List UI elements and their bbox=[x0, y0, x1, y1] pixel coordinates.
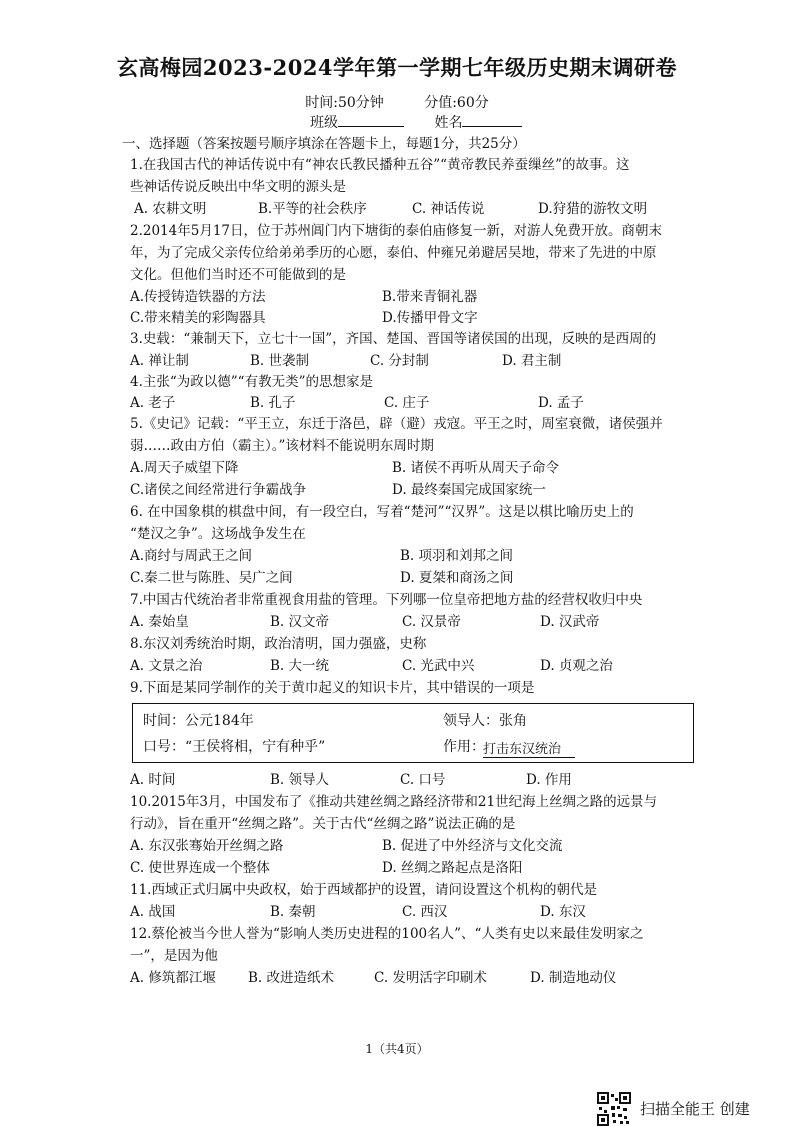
option-a: A. 战国 bbox=[130, 904, 176, 920]
option-c: C. 使世界连成一个整体 bbox=[130, 860, 270, 876]
option-d: D. 丝绸之路起点是洛阳 bbox=[382, 860, 523, 876]
class-label: 班级 bbox=[310, 115, 338, 131]
question-text: 7.中国古代统治者非常重视食用盐的管理。下列哪一位皇帝把地方盐的经营权收归中央 bbox=[130, 592, 643, 608]
option-b: B. 大一统 bbox=[270, 658, 330, 674]
option-a: A.周天子威望下降 bbox=[130, 460, 239, 476]
option-d: D. 东汉 bbox=[540, 904, 586, 920]
question-text: 3.史载：“兼制天下，立七十一国”，齐国、楚国、晋国等诸侯国的出现，反映的是西周的 bbox=[130, 331, 657, 347]
name-blank bbox=[462, 114, 522, 127]
card-slogan: 口号：“王侯将相，宁有种乎” bbox=[143, 739, 326, 755]
option-c: C. 西汉 bbox=[402, 904, 448, 920]
question-text: 一”，是因为他 bbox=[130, 948, 218, 964]
exam-time: 时间:50分钟 bbox=[305, 95, 384, 111]
section-heading: 一、选择题（答案按题号顺序填涂在答题卡上，每题1分，共25分） bbox=[122, 136, 526, 152]
option-d: D. 作用 bbox=[526, 772, 572, 788]
option-c: C. 分封制 bbox=[370, 353, 429, 369]
option-d: D. 最终秦国完成国家统一 bbox=[392, 482, 546, 498]
option-a: A. 东汉张骞始开丝绸之路 bbox=[130, 838, 284, 854]
scanner-brand: 扫描全能王 创建 bbox=[640, 1100, 750, 1118]
question-text: 5.《史记》记载：“平王立，东迁于洛邑，辟（避）戎寇。平王之时，周室衰微，诸侯强并 bbox=[130, 416, 663, 432]
qr-code-icon bbox=[597, 1092, 631, 1126]
option-d: D.传播甲骨文字 bbox=[382, 310, 478, 326]
option-d: D. 制造地动仪 bbox=[530, 970, 617, 986]
question-text: 弱……政由方伯（霸主）。”该材料不能说明东周时期 bbox=[130, 438, 434, 454]
option-a: A. 禅让制 bbox=[130, 353, 189, 369]
class-blank bbox=[338, 114, 404, 127]
option-d: D. 汉武帝 bbox=[540, 614, 600, 630]
option-d: D. 贞观之治 bbox=[540, 658, 613, 674]
option-c: C. 神话传说 bbox=[412, 201, 485, 217]
question-text: 些神话传说反映出中华文明的源头是 bbox=[130, 179, 346, 195]
question-text: 4.主张“为政以德”“有教无类”的思想家是 bbox=[130, 374, 373, 390]
option-c: C. 庄子 bbox=[384, 395, 430, 411]
question-text: 2.2014年5月17日，位于苏州阊门内下塘街的泰伯庙修复一新，对游人免费开放。商朝末 bbox=[130, 223, 663, 239]
option-c: C. 光武中兴 bbox=[402, 658, 475, 674]
option-b: B. 诸侯不再听从周天子命令 bbox=[392, 460, 560, 476]
name-label: 姓名 bbox=[434, 115, 463, 131]
option-b: B. 世袭制 bbox=[250, 353, 310, 369]
option-b: B. 项羽和刘邦之间 bbox=[400, 548, 514, 564]
option-a: A.商纣与周武王之间 bbox=[130, 548, 253, 564]
page-number: 1（共4页） bbox=[365, 1042, 429, 1056]
option-a: A. 老子 bbox=[130, 395, 176, 411]
option-c: C. 口号 bbox=[400, 772, 446, 788]
option-b: B.平等的社会秩序 bbox=[258, 201, 367, 217]
option-a: A. 文景之治 bbox=[130, 658, 203, 674]
question-text: 10.2015年3月，中国发布了《推动共建丝绸之路经济带和21世纪海上丝绸之路的远景与 bbox=[130, 794, 658, 810]
knowledge-card bbox=[132, 703, 694, 763]
question-text: 12.蔡伦被当今世人誉为“影响人类历史进程的100名人”、“人类有史以来最佳发明家之 bbox=[130, 926, 644, 942]
option-a: A.传授铸造铁器的方法 bbox=[130, 289, 266, 305]
option-a: A. 时间 bbox=[130, 772, 176, 788]
question-text: 8.东汉刘秀统治时期，政治清明，国力强盛，史称 bbox=[130, 636, 427, 652]
option-b: B. 改进造纸术 bbox=[248, 970, 335, 986]
option-b: B. 促进了中外经济与文化交流 bbox=[382, 838, 563, 854]
option-b: B.带来青铜礼器 bbox=[382, 289, 478, 305]
question-text: 6. 在中国象棋的棋盘中间，有一段空白，写着“楚河”“汉界”。这是以棋比喻历史上的 bbox=[130, 504, 634, 520]
option-b: B. 孔子 bbox=[250, 395, 296, 411]
option-c: C.带来精美的彩陶器具 bbox=[130, 310, 266, 326]
option-a: A. 修筑都江堰 bbox=[130, 970, 216, 986]
option-c: C. 汉景帝 bbox=[402, 614, 461, 630]
option-a: A. 农耕文明 bbox=[134, 201, 207, 217]
card-time: 时间：公元184年 bbox=[143, 713, 254, 729]
card-leader: 领导人：张角 bbox=[443, 713, 527, 729]
question-text: 年，为了完成父亲传位给弟弟季历的心愿，泰伯、仲雍兄弟避居吴地，带来了先进的中原 bbox=[130, 245, 657, 261]
question-text: 9.下面是某同学制作的关于黄巾起义的知识卡片，其中错误的一项是 bbox=[130, 680, 535, 696]
student-info bbox=[310, 112, 522, 132]
exam-meta bbox=[0, 92, 794, 112]
option-d: D.狩猎的游牧文明 bbox=[538, 201, 648, 217]
option-b: B. 秦朝 bbox=[270, 904, 316, 920]
question-text: 行动》，旨在重开“丝绸之路”。关于古代“丝绸之路”说法正确的是 bbox=[130, 816, 516, 832]
exam-score: 分值:60分 bbox=[424, 95, 489, 111]
option-d: D. 夏桀和商汤之间 bbox=[400, 570, 514, 586]
option-a: A. 秦始皇 bbox=[130, 614, 189, 630]
card-effect-value: 打击东汉统治 bbox=[483, 738, 575, 758]
option-c: C.秦二世与陈胜、吴广之间 bbox=[130, 570, 293, 586]
option-c: C.诸侯之间经常进行争霸战争 bbox=[130, 482, 307, 498]
option-d: D. 君主制 bbox=[502, 353, 562, 369]
question-text: “楚汉之争”。这场战争发生在 bbox=[130, 526, 306, 542]
card-effect-label: 作用： bbox=[443, 739, 485, 755]
question-text: 文化。但他们当时还不可能做到的是 bbox=[130, 267, 346, 283]
question-text: 11.西域正式归属中央政权，始于西域都护的设置，请问设置这个机构的朝代是 bbox=[130, 882, 597, 898]
option-b: B. 汉文帝 bbox=[270, 614, 330, 630]
page-title: 玄高梅园2023-2024学年第一学期七年级历史期末调研卷 bbox=[116, 55, 678, 80]
option-d: D. 孟子 bbox=[538, 395, 584, 411]
option-b: B. 领导人 bbox=[270, 772, 330, 788]
option-c: C. 发明活字印刷术 bbox=[374, 970, 487, 986]
question-text: 1.在我国古代的神话传说中有“神农氏教民播种五谷”“黄帝教民养蚕缫丝”的故事。这 bbox=[130, 157, 630, 173]
